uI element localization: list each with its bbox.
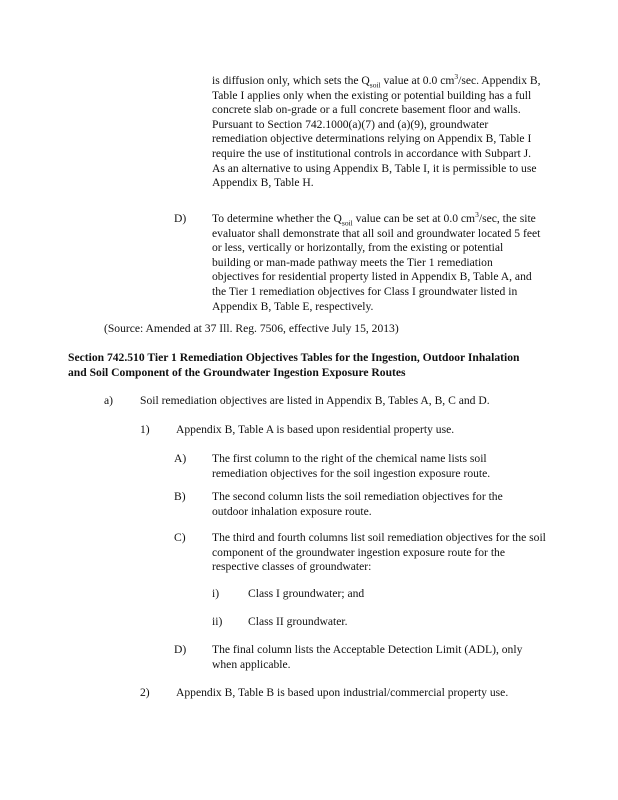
item-d1-label: D): [174, 212, 187, 225]
item-1c-ii-text: Class II groundwater.: [248, 615, 348, 628]
item-2-text: Appendix B, Table B is based upon industrial/commercial property use.: [176, 686, 509, 699]
item-1b-text: The second column lists the soil remediation objectives for the outdoor inhalation exposure route.: [212, 490, 503, 518]
item-d1-part1: To determine whether the Q: [212, 212, 342, 225]
item-1a-text: The first column to the right of the chemical name lists soil remediation objectives for the soil ingestion exposure route.: [212, 452, 491, 480]
item-1b-label: B): [174, 490, 186, 503]
item-1c-label: C): [174, 531, 186, 544]
item-1d-label: D): [174, 643, 187, 656]
item-a-label: a): [104, 394, 114, 407]
continued-paragraph-part2: value at 0.0 cm: [380, 74, 455, 87]
source-note: (Source: Amended at 37 Ill. Reg. 7506, effective July 15, 2013): [104, 322, 399, 335]
continued-paragraph-part3: /sec. Appendix B, Table I applies only when the existing or potential building has a full concrete slab on-grade or a full concrete basement floor and walls. Pursuant to Section 742.1000(a)(7) and (a)(9), groundwater remediation objective determinations relying on Appendix B, Table I require the use of institutional controls in accordance with Subpart J. As an alternative to using Appendix B, Table I, it is permissible to use Appendix B, Table H.: [212, 74, 541, 190]
continued-paragraph: [212, 74, 542, 191]
item-1a-label: A): [174, 452, 187, 465]
item-a-text: Soil remediation objectives are listed in Appendix B, Tables A, B, C and D.: [140, 394, 490, 407]
item-1d-text: The final column lists the Acceptable Detection Limit (ADL), only when applicable.: [212, 643, 523, 671]
section-heading: Section 742.510 Tier 1 Remediation Objectives Tables for the Ingestion, Outdoor Inhalation and Soil Component of the Groundwater Ingestion Exposure Routes: [68, 351, 520, 379]
item-1-label: 1): [140, 423, 150, 436]
item-1c-text: The third and fourth columns list soil remediation objectives for the soil component of the groundwater ingestion exposure route for the respective classes of groundwater:: [212, 531, 546, 574]
item-1-text: Appendix B, Table A is based upon residential property use.: [176, 423, 455, 436]
item-1c-i-label: i): [212, 587, 220, 600]
item-1c-i-text: Class I groundwater; and: [248, 587, 365, 600]
continued-paragraph-part1: is diffusion only, which sets the Q: [212, 74, 370, 87]
item-d1-part2: value can be set at 0.0 cm: [352, 212, 476, 225]
item-1c-ii-label: ii): [212, 615, 223, 628]
item-d1-text: [212, 212, 542, 314]
item-2-label: 2): [140, 686, 150, 699]
item-d1-q-soil-subscript: soil: [341, 218, 353, 228]
cm3-superscript: 3: [454, 72, 459, 82]
q-soil-subscript: soil: [369, 80, 381, 90]
item-d1-part3: /sec, the site evaluator shall demonstrate that all soil and groundwater located 5 feet or less, vertically or horizontally, from the existing or potential building or man-made pathway meets the Tier 1 remediation objectives for residential property listed in Appendix B, Table A, and the Tier 1 remediation objectives for Class I groundwater listed in Appendix B, Table E, respectively.: [212, 212, 541, 313]
item-d1-cm3-superscript: 3: [475, 210, 479, 220]
